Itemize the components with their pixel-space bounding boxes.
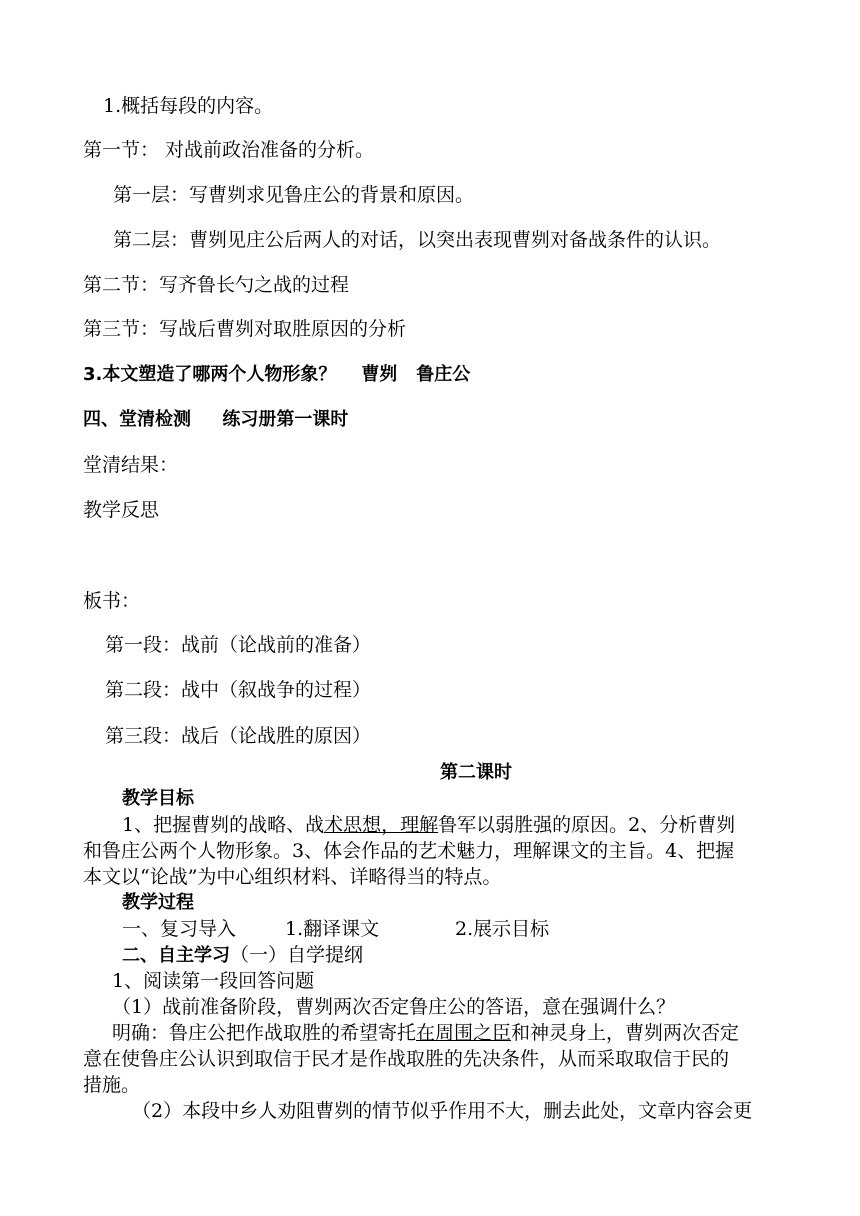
section-1: 第一节： 对战前政治准备的分析。 [83,139,375,161]
goals-text-line: 1、把握曹刿的战略、战术思想，理解鲁军以弱胜强的原因。2、分析曹刿 [122,814,736,836]
self-study-outline: （一）自学提纲 [230,944,364,966]
question-2: （2）本段中乡人劝阻曹刿的情节似乎作用不大，删去此处，文章内容会更 [132,1100,753,1122]
item-1: 1.概括每段的内容。 [103,95,274,117]
answer-line: 意在使鲁庄公认识到取信于民才是作战取胜的先决条件，从而采取取信于民的 [83,1048,730,1070]
question-1: （1）战前准备阶段，曹刿两次否定鲁庄公的答语，意在强调什么？ [112,996,676,1018]
lesson-title: 第二课时 [440,762,512,783]
process-goals: 2.展示目标 [455,918,550,940]
answer-line: 措施。 [83,1074,141,1096]
self-study-line [122,946,363,965]
layer-1: 第一层：写曹刿求见鲁庄公的背景和原因。 [113,184,475,206]
read-task: 1、阅读第一段回答问题 [112,970,315,992]
answer-line: 明确：鲁庄公把作战取胜的希望寄托在周围之臣和神灵身上，曹刿两次否定 [112,1022,740,1044]
underlined-text: 在周围之臣 [416,1022,512,1044]
check-heading: 四、堂清检测 练习册第一课时 [83,409,349,430]
question-3: 3.本文塑造了哪两个人物形象？ 曹刿 鲁庄公 [83,364,471,385]
process-translate: 1.翻译课文 [285,918,380,940]
section-2: 第二节：写齐鲁长勺之战的过程 [83,274,350,296]
layer-2: 第二层：曹刿见庄公后两人的对话，以突出表现曹刿对备战条件的认识。 [113,229,722,251]
board-label: 板书： [83,590,141,612]
process-line [122,918,550,940]
process-heading: 教学过程 [122,892,194,913]
board-item: 第一段：战前（论战前的准备） [105,634,372,656]
check-result: 堂清结果： [83,454,179,476]
reflection: 教学反思 [83,499,160,521]
self-study-heading: 二、自主学习 [122,945,230,966]
board-item: 第二段：战中（叙战争的过程） [105,679,372,701]
underlined-text: 术思想，理解 [324,814,439,836]
goals-text-line: 和鲁庄公两个人物形象。3、体会作品的艺术魅力，理解课文的主旨。4、把握 [83,840,735,862]
section-3: 第三节：写战后曹刿对取胜原因的分析 [83,318,407,340]
goals-text-line: 本文以“论战”为中心组织材料、详略得当的特点。 [83,866,502,888]
goals-heading: 教学目标 [122,788,194,809]
board-item: 第三段：战后（论战胜的原因） [105,725,372,747]
process-review: 一、复习导入 [122,918,237,940]
